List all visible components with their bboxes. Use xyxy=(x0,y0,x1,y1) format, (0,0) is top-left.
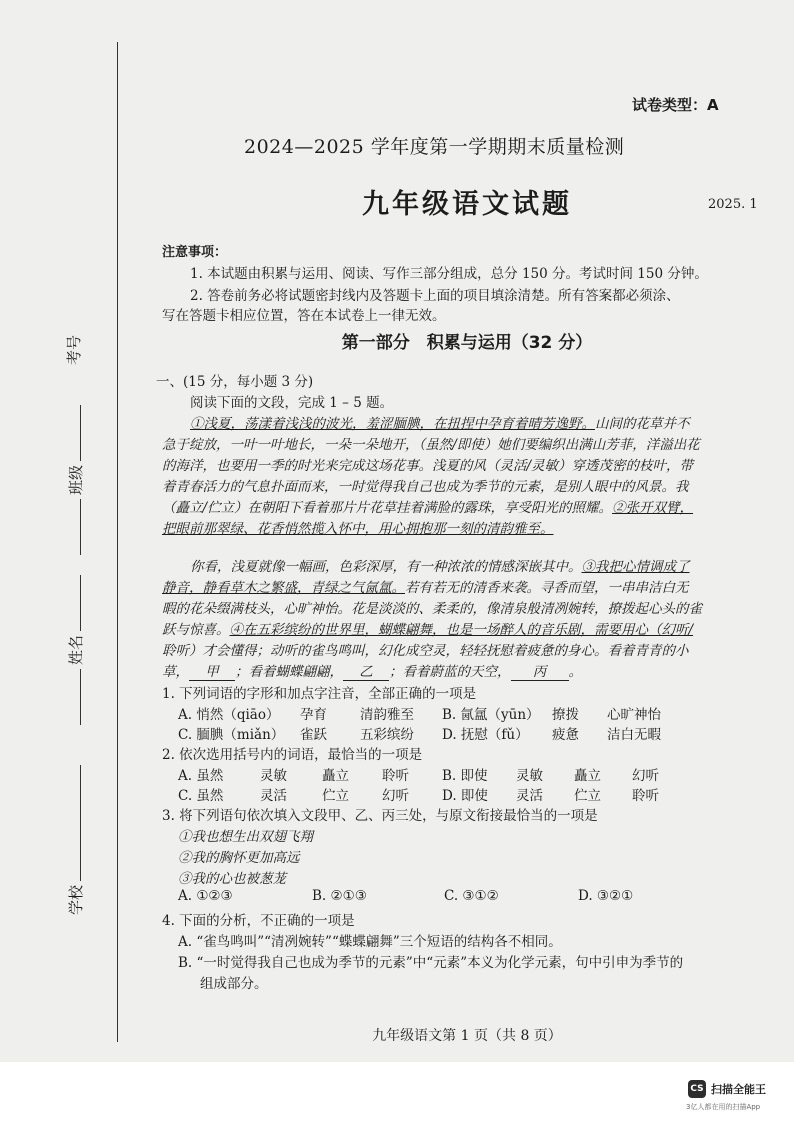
q2-option-a-3: 矗立 xyxy=(322,768,349,784)
passage-line xyxy=(190,555,690,575)
q3-sentence-1: ①我也想生出双翅飞翔 xyxy=(178,829,313,845)
passage-underlined: ①浅夏，荡漾着浅浅的波光，羞涩腼腆，在扭捏中孕育着晴芳逸野。 xyxy=(190,416,595,432)
blank-yi: 乙 xyxy=(343,660,389,681)
q4-option-a: A. “雀鸟鸣叫”“清冽婉转”“蝶蝶翩舞”三个短语的结构各不相同。 xyxy=(178,934,562,950)
passage-text: 若有若无的清香来袭。寻香而望，一串串洁白无 xyxy=(405,580,689,596)
passage-line: 暇的花朵缀满枝头，心旷神怡。花是淡淡的、柔柔的，像清泉般清冽婉转，撩拨起心头的雀 xyxy=(162,601,702,617)
class-underline xyxy=(70,499,81,555)
section1-intro: 阅读下面的文段，完成 1 – 5 题。 xyxy=(190,395,394,411)
passage-line xyxy=(162,660,582,681)
q2-option-b-1: B. 即使 xyxy=(442,768,488,784)
q4-option-b: B. “一时觉得我自己也成为季节的元素”中“元素”本义为化学元素，句中引申为季节的 xyxy=(178,955,684,971)
q1-option-a-word3: 清韵雅至 xyxy=(360,707,414,723)
notice-line-2: 2. 答卷前务必将试题密封线内及答题卡上面的项目填涂清楚。所有答案都必须涂、 xyxy=(190,288,680,304)
q3-sentence-2: ②我的胸怀更加高远 xyxy=(178,850,300,866)
scanner-app-name: 扫描全能王 xyxy=(711,1083,766,1096)
q2-option-c-3: 伫立 xyxy=(322,788,349,804)
blank-jia: 甲 xyxy=(189,660,235,681)
q2-option-d-1: D. 即使 xyxy=(442,788,488,804)
notice-heading: 注意事项： xyxy=(162,245,228,260)
q1-option-d: D. 抚慰（fǔ） xyxy=(442,727,529,743)
q2-option-d-4: 聆听 xyxy=(632,788,659,804)
q1-option-b-word3: 心旷神怡 xyxy=(607,707,661,723)
passage-underlined: ④在五彩缤纷的世界里，蝴蝶翩舞，也是一场醉人的音乐剧，需要用心（幻听/ xyxy=(229,622,694,638)
q2-option-a-4: 聆听 xyxy=(382,768,409,784)
passage-text: ；看着蔚蓝的天空， xyxy=(389,664,511,680)
question-4-stem: 4. 下面的分析，不正确的一项是 xyxy=(162,913,355,929)
scanner-tagline: 3亿人都在用的扫描App xyxy=(686,1103,761,1111)
name-underline xyxy=(70,669,81,725)
q2-option-b-3: 矗立 xyxy=(574,768,601,784)
q3-option-b: B. ②①③ xyxy=(312,888,367,904)
school-label: 学校 xyxy=(66,884,85,915)
class-field xyxy=(65,405,85,555)
part1-title: 第一部分 积累与运用（32 分） xyxy=(341,333,593,353)
scanner-badge xyxy=(688,1080,766,1098)
name-label: 姓名 xyxy=(66,634,85,665)
notice-line-3: 写在答题卡相应位置，答在本试卷上一律无效。 xyxy=(162,308,446,324)
passage-line xyxy=(162,618,693,638)
q3-sentence-3: ③我的心也被葱茏 xyxy=(178,871,286,887)
paper-type: 试卷类型：A xyxy=(632,96,719,114)
school-field xyxy=(65,765,85,915)
q1-option-a: A. 悄然（qiāo） xyxy=(178,707,280,723)
q2-option-c-2: 灵活 xyxy=(260,788,287,804)
q1-option-c-word2: 雀跃 xyxy=(300,727,327,743)
class-label: 班级 xyxy=(66,464,85,495)
binding-line xyxy=(117,42,118,1042)
passage-underlined: 静音，静看草木之繁盛，青绿之气氤氲。 xyxy=(162,580,405,596)
school-underline xyxy=(70,765,81,881)
passage-underlined: ③我把心情调成了 xyxy=(581,559,690,575)
passage-underlined: ②张开双臂， xyxy=(612,500,694,516)
section1-heading: 一、(15 分，每小题 3 分) xyxy=(156,374,314,390)
q2-option-b-2: 灵敏 xyxy=(516,768,543,784)
q4-option-b-cont: 组成部分。 xyxy=(200,976,268,992)
q1-option-c-word3: 五彩缤纷 xyxy=(360,727,414,743)
question-1-stem: 1. 下列词语的字形和加点字注音，全部正确的一项是 xyxy=(162,686,477,702)
passage-text: ；看着蝴蝶翩翩， xyxy=(235,664,343,680)
notice-line-1: 1. 本试题由积累与运用、阅读、写作三部分组成，总分 150 分。考试时间 150 分钟。 xyxy=(190,266,708,282)
name-field xyxy=(65,575,85,725)
exam-no-label: 考号 xyxy=(64,334,83,365)
passage-line: 急于绽放，一叶一叶地长，一朵一朵地开，（虽然/即使）她们要编织出满山芳菲，洋溢出花 xyxy=(162,437,700,453)
blank-bing: 丙 xyxy=(511,660,569,681)
q2-option-a-1: A. 虽然 xyxy=(178,768,224,784)
passage-text: 草， xyxy=(162,664,189,680)
q2-option-c-1: C. 虽然 xyxy=(178,788,224,804)
passage-text: 。 xyxy=(568,664,582,680)
q1-option-d-word3: 洁白无暇 xyxy=(607,727,661,743)
camscanner-icon: CS xyxy=(688,1080,706,1098)
name-underline-2 xyxy=(70,575,81,631)
q1-option-c: C. 腼腆（miǎn） xyxy=(178,727,285,743)
passage-line: 聆听）才会懂得；动听的雀鸟鸣叫，幻化成空灵，轻轻抚慰着疲惫的身心。看着青青的小 xyxy=(162,643,689,659)
question-2-stem: 2. 依次选用括号内的词语，最恰当的一项是 xyxy=(162,747,423,763)
q2-option-a-2: 灵敏 xyxy=(260,768,287,784)
q2-option-b-4: 幻听 xyxy=(632,768,659,784)
question-3-stem: 3. 将下列语句依次填入文段甲、乙、丙三处，与原文衔接最恰当的一项是 xyxy=(162,808,598,824)
class-underline-2 xyxy=(70,405,81,461)
exam-title: 2024—2025 学年度第一学期期末质量检测 xyxy=(244,136,625,158)
q2-option-d-2: 灵活 xyxy=(516,788,543,804)
passage-text: 你看，浅夏就像一幅画，色彩深厚，有一种浓浓的情感深嵌其中。 xyxy=(190,559,582,575)
q1-option-b-word2: 撩拨 xyxy=(552,707,579,723)
q1-option-b: B. 氤氲（yūn） xyxy=(442,707,540,723)
q2-option-d-3: 伫立 xyxy=(574,788,601,804)
q1-option-a-word2: 孕育 xyxy=(300,707,327,723)
q1-option-d-word2: 疲惫 xyxy=(552,727,579,743)
q3-option-c: C. ③①② xyxy=(444,888,499,904)
passage-line xyxy=(190,412,690,432)
passage-text: 跃与惊喜。 xyxy=(162,622,230,638)
passage-line xyxy=(162,496,693,516)
q3-option-d: D. ③②① xyxy=(578,888,634,904)
page-footer: 九年级语文第 1 页（共 8 页） xyxy=(372,1028,562,1044)
exam-date: 2025. 1 xyxy=(708,197,758,212)
q3-option-a: A. ①②③ xyxy=(178,888,233,904)
passage-line xyxy=(162,576,689,596)
passage-line: 把眼前那翠绿、花香悄然揽入怀中，用心拥抱那一刻的清韵雅至。 xyxy=(162,521,554,537)
passage-line: 的海洋，也要用一季的时光来完成这场花事。浅夏的风（灵活/灵敏）穿透茂密的枝叶，带 xyxy=(162,458,694,474)
exam-no-field xyxy=(63,275,83,365)
q2-option-c-4: 幻听 xyxy=(382,788,409,804)
passage-line: 着青春活力的气息扑面而来，一时觉得我自己也成为季节的元素，是别人眼中的风景。我 xyxy=(162,479,689,495)
passage-text: （矗立/伫立）在朝阳下看着那片片花草挂着满脸的露珠，享受阳光的照耀。 xyxy=(162,500,613,516)
passage-text: 山间的花草并不 xyxy=(595,416,690,432)
main-title: 九年级语文试题 xyxy=(362,189,572,220)
